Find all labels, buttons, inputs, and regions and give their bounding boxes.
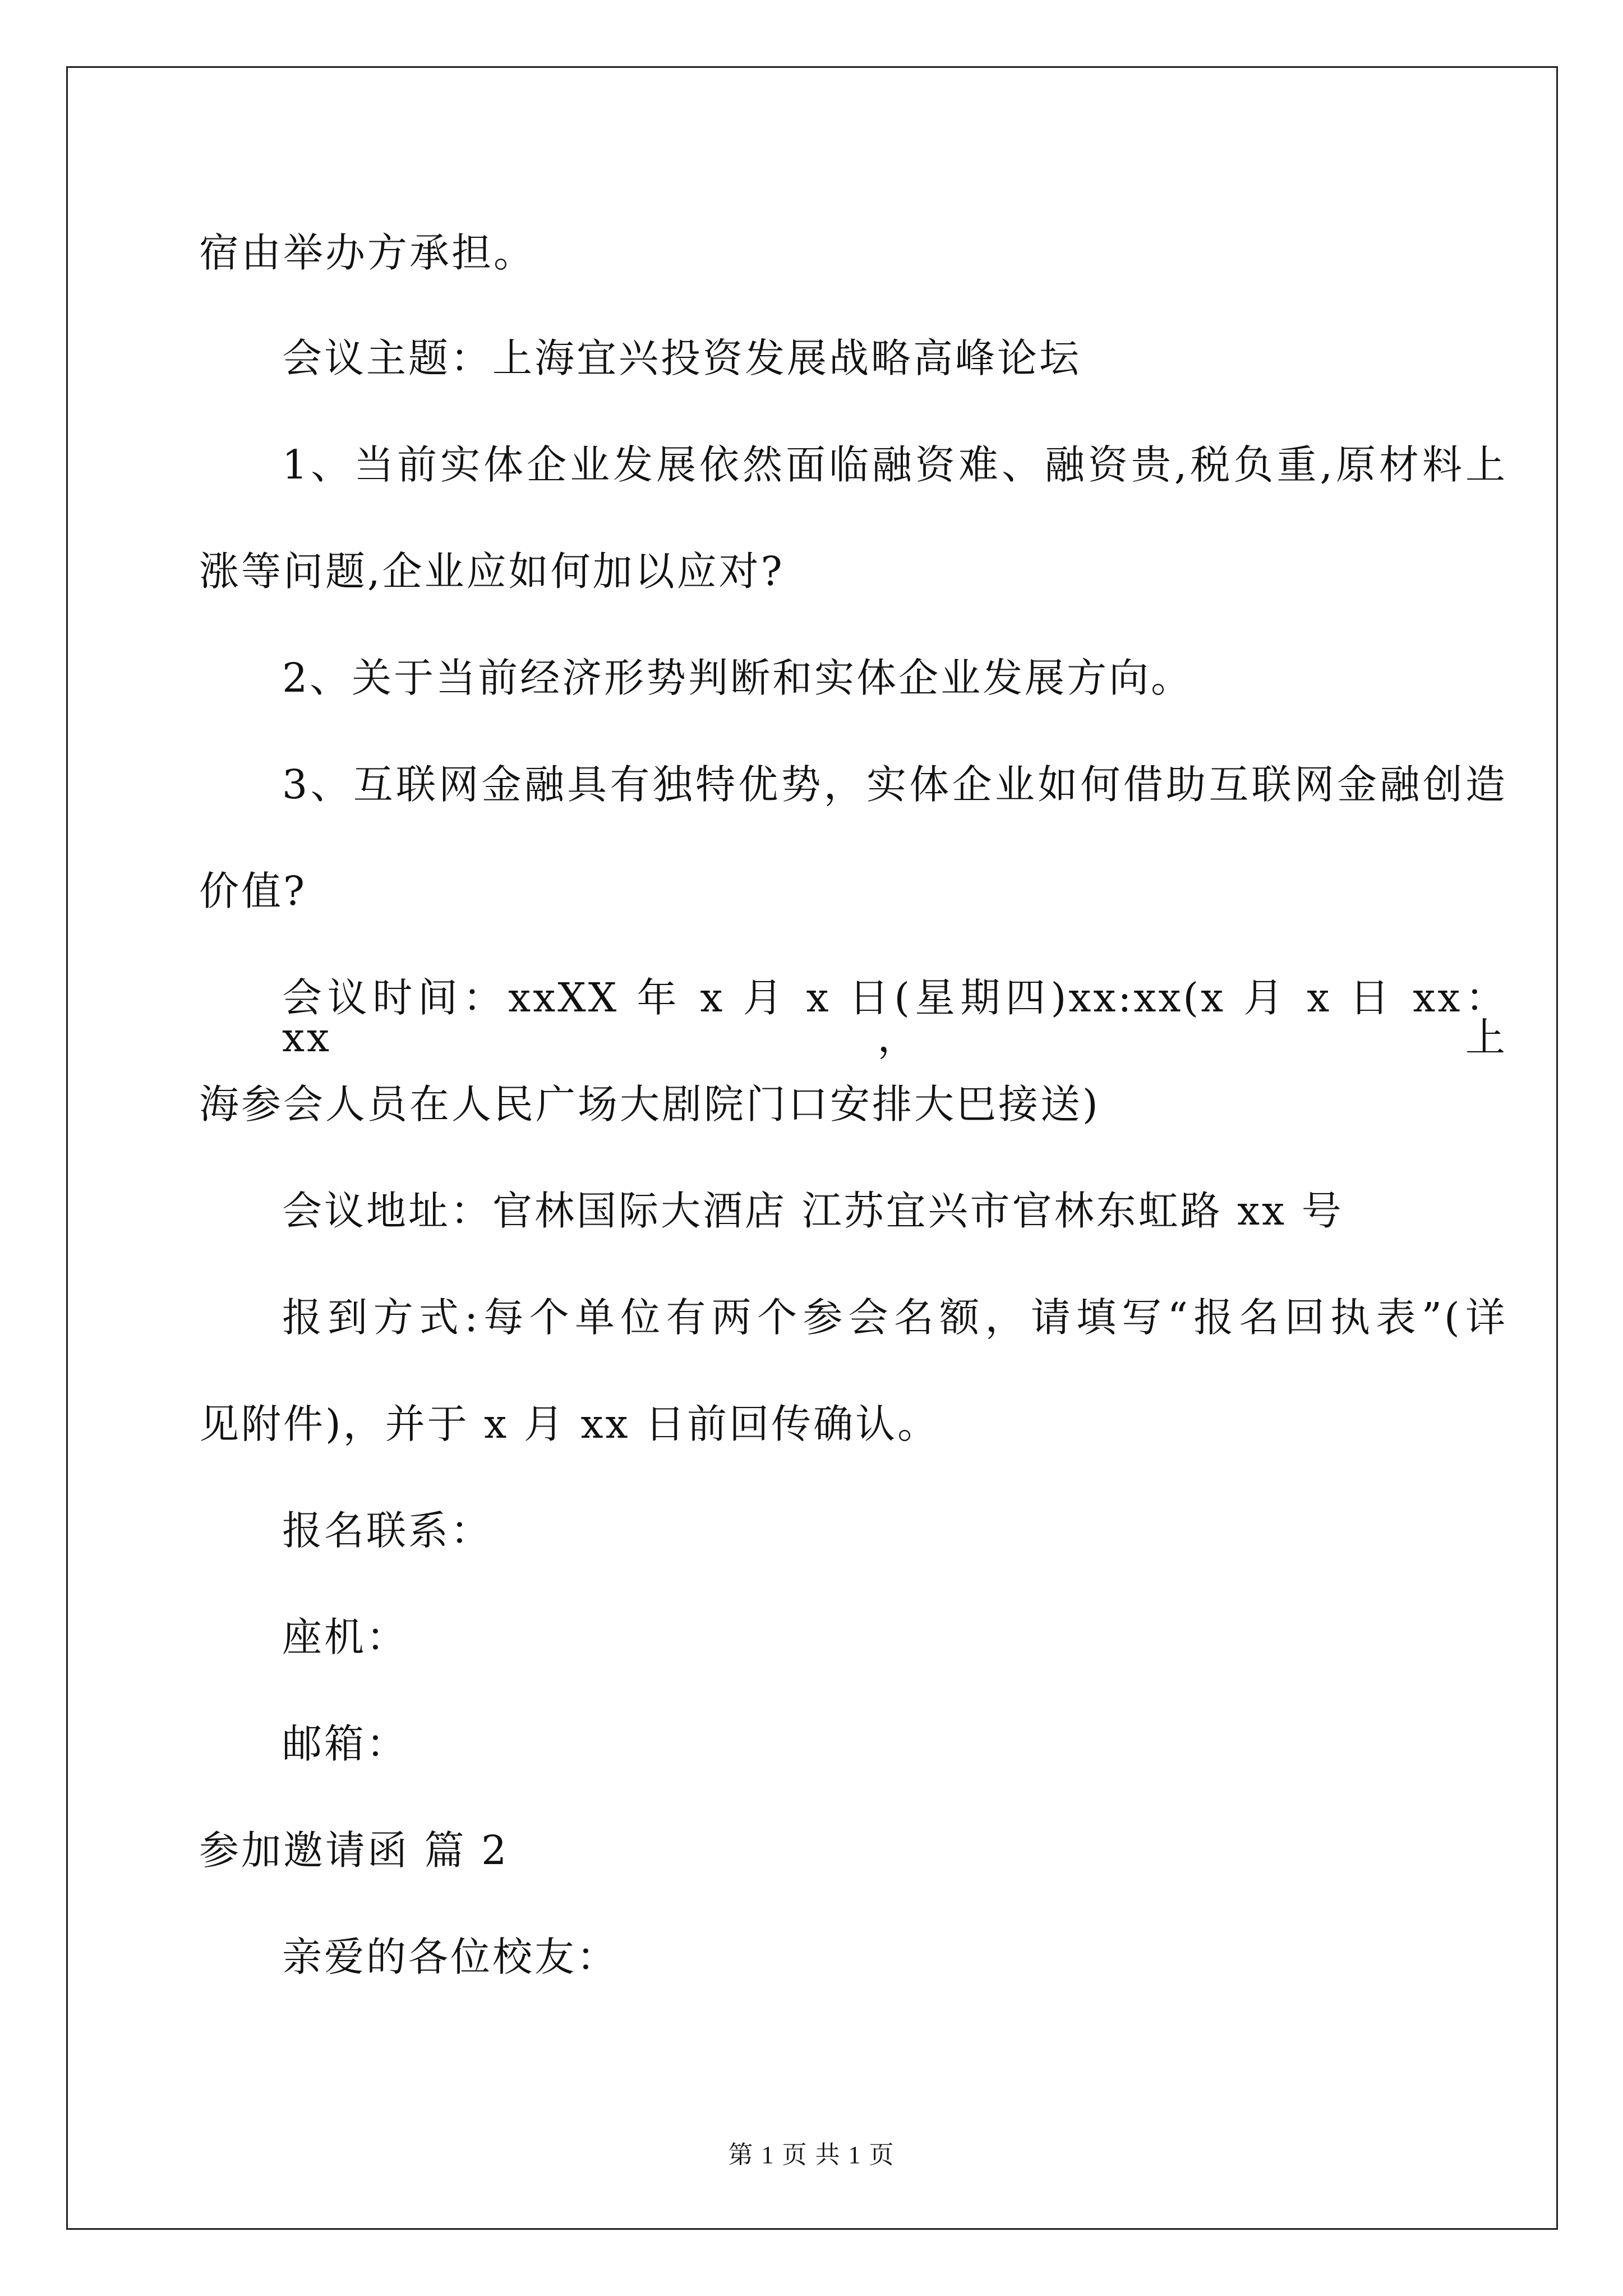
topic-1-line-2: 涨等问题,企业应如何加以应对? — [199, 548, 785, 595]
topic-2: 2、关于当前经济形势判断和实体企业发展方向。 — [282, 655, 1193, 701]
section-heading: 参加邀请函 篇 2 — [199, 1827, 509, 1874]
meeting-time-line-2: 海参会人员在人民广场大剧院门口安排大巴接送) — [199, 1081, 1100, 1128]
page-footer: 第 1 页 共 1 页 — [728, 2141, 895, 2169]
meeting-theme: 会议主题：上海宜兴投资发展战略高峰论坛 — [282, 335, 1082, 381]
page-border — [66, 66, 1558, 2230]
meeting-time-line-1: 会议时间：xxXX 年 x 月 x 日(星期四)xx:xx(x 月 x 日 xx：xx，上 — [282, 974, 1507, 1061]
topic-3-line-1: 3、互联网金融具有独特优势，实体企业如何借助互联网金融创造 — [282, 761, 1507, 808]
topic-1-line-1: 1、当前实体企业发展依然面临融资难、融资贵,税负重,原材料上 — [282, 441, 1507, 488]
meeting-address: 会议地址：官林国际大酒店 江苏宜兴市官林东虹路 xx 号 — [282, 1188, 1344, 1234]
registration-line-1: 报到方式:每个单位有两个参会名额，请填写“报名回执表”(详 — [282, 1294, 1507, 1341]
registration-line-2: 见附件)，并于 x 月 xx 日前回传确认。 — [199, 1401, 940, 1447]
topic-3-line-2: 价值? — [199, 868, 307, 914]
email-label: 邮箱： — [282, 1720, 409, 1767]
contact-heading: 报名联系： — [282, 1507, 493, 1554]
text-line-1: 宿由举办方承担。 — [199, 229, 536, 276]
phone-label: 座机： — [282, 1614, 409, 1660]
greeting: 亲爱的各位校友： — [282, 1934, 619, 1980]
